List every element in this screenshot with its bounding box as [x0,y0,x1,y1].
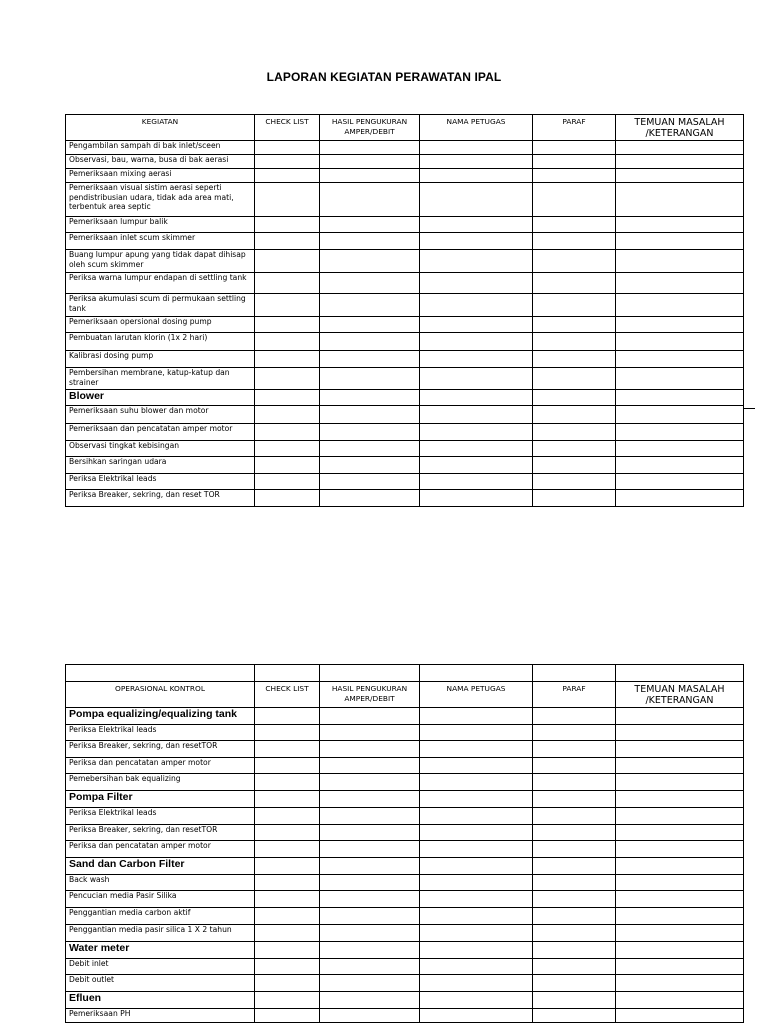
entry-cell[interactable] [533,741,616,758]
entry-cell[interactable] [616,975,744,992]
entry-cell[interactable] [533,791,616,808]
entry-cell[interactable] [420,217,533,233]
table-row [66,808,744,825]
activity-label: Periksa Breaker, sekring, dan resetTOR [66,825,255,841]
entry-cell[interactable] [616,825,744,841]
entry-cell[interactable] [533,333,616,351]
activity-label: Debit outlet [66,975,255,992]
entry-cell[interactable] [255,169,320,183]
entry-cell[interactable] [320,992,420,1009]
entry-cell[interactable] [420,406,533,424]
entry-cell[interactable] [533,774,616,791]
entry-cell[interactable] [616,294,744,317]
entry-cell[interactable] [616,942,744,959]
entry-cell[interactable] [616,959,744,975]
entry-cell[interactable] [616,333,744,351]
table-row [66,250,744,273]
entry-cell[interactable] [616,791,744,808]
entry-cell[interactable] [533,959,616,975]
table-row [66,294,744,317]
entry-cell[interactable] [616,169,744,183]
entry-cell[interactable] [320,774,420,791]
entry-cell[interactable] [533,294,616,317]
activity-label: Pemeriksaan opersional dosing pump [66,317,255,333]
report-title: LAPORAN KEGIATAN PERAWATAN IPAL [266,70,502,84]
table-row [66,758,744,774]
activity-label: Periksa akumulasi scum di permukaan settling tank [66,294,255,317]
entry-cell[interactable] [320,406,420,424]
section-label: Efluen [66,992,255,1009]
entry-cell[interactable] [420,875,533,891]
section-label: Pompa Filter [66,791,255,808]
entry-cell[interactable] [616,457,744,474]
entry-cell[interactable] [255,294,320,317]
entry-cell[interactable] [420,141,533,155]
section-label: Pompa equalizing/equalizing tank [66,708,255,725]
entry-cell[interactable] [533,841,616,858]
entry-cell[interactable] [255,891,320,908]
activity-label: Pembuatan larutan klorin (1x 2 hari) [66,333,255,351]
column-header: HASIL PENGUKURAN AMPER/DEBIT [320,682,420,708]
entry-cell[interactable] [420,294,533,317]
entry-cell[interactable] [533,808,616,825]
entry-cell[interactable] [420,908,533,925]
entry-cell[interactable] [320,155,420,169]
table-row [66,474,744,490]
activity-label: Periksa Elektrikal leads [66,725,255,741]
entry-cell[interactable] [420,351,533,368]
entry-cell[interactable] [320,441,420,457]
entry-cell[interactable] [616,183,744,217]
entry-cell[interactable] [533,1009,616,1023]
entry-cell[interactable] [320,891,420,908]
entry-cell[interactable] [420,942,533,959]
entry-cell[interactable] [533,725,616,741]
entry-cell[interactable] [616,774,744,791]
entry-cell[interactable] [616,858,744,875]
entry-cell[interactable] [533,875,616,891]
entry-cell[interactable] [255,908,320,925]
column-header: TEMUAN MASALAH /KETERANGAN [616,115,744,141]
entry-cell[interactable] [616,474,744,490]
header-row [66,115,744,141]
entry-cell[interactable] [320,474,420,490]
entry-cell[interactable] [533,406,616,424]
activity-label: Periksa Elektrikal leads [66,474,255,490]
entry-cell[interactable] [320,250,420,273]
entry-cell[interactable] [255,858,320,875]
column-header: TEMUAN MASALAH /KETERANGAN [616,682,744,708]
table-row [66,317,744,333]
entry-cell[interactable] [255,741,320,758]
entry-cell[interactable] [616,725,744,741]
activity-label: Observasi tingkat kebisingan [66,441,255,457]
entry-cell[interactable] [616,250,744,273]
activity-label: Pembersihan membrane, katup-katup dan strainer [66,368,255,390]
entry-cell[interactable] [255,183,320,217]
entry-cell[interactable] [420,841,533,858]
entry-cell[interactable] [616,351,744,368]
entry-cell[interactable] [420,741,533,758]
entry-cell[interactable] [420,858,533,875]
activity-label: Pemeriksaan inlet scum skimmer [66,233,255,250]
entry-cell[interactable] [320,875,420,891]
entry-cell[interactable] [420,825,533,841]
entry-cell[interactable] [320,791,420,808]
table-row [66,333,744,351]
entry-cell[interactable] [616,741,744,758]
entry-cell[interactable] [616,758,744,774]
entry-cell[interactable] [255,141,320,155]
table-row [66,424,744,441]
table-row [66,741,744,758]
entry-cell[interactable] [320,141,420,155]
entry-cell[interactable] [255,791,320,808]
activity-label: Penggantian media pasir silica 1 X 2 tahun [66,925,255,942]
entry-cell[interactable] [320,317,420,333]
entry-cell[interactable] [320,908,420,925]
entry-cell[interactable] [320,457,420,474]
table-row [66,490,744,507]
entry-cell[interactable] [420,708,533,725]
entry-cell[interactable] [420,317,533,333]
entry-cell[interactable] [533,975,616,992]
entry-cell[interactable] [255,758,320,774]
entry-cell[interactable] [320,368,420,390]
entry-cell[interactable] [533,925,616,942]
entry-cell[interactable] [320,708,420,725]
entry-cell[interactable] [255,155,320,169]
entry-cell[interactable] [255,490,320,507]
activity-label: Periksa Elektrikal leads [66,808,255,825]
table-row [66,273,744,294]
table-row [66,891,744,908]
entry-cell[interactable] [420,925,533,942]
entry-cell[interactable] [320,758,420,774]
activity-label: Pemeriksaan lumpur balik [66,217,255,233]
entry-cell[interactable] [320,183,420,217]
entry-cell[interactable] [320,825,420,841]
entry-cell[interactable] [420,774,533,791]
entry-cell[interactable] [255,233,320,250]
column-header: OPERASIONAL KONTROL [66,682,255,708]
entry-cell[interactable] [320,858,420,875]
activity-label: Periksa dan pencatatan amper motor [66,841,255,858]
entry-cell[interactable] [420,233,533,250]
entry-cell[interactable] [616,490,744,507]
table-row [66,959,744,975]
activity-label: Pencucian media Pasir Silika [66,891,255,908]
activity-label: Pemeriksaan dan pencatatan amper motor [66,424,255,441]
entry-cell[interactable] [533,457,616,474]
entry-cell[interactable] [255,1009,320,1023]
entry-cell[interactable] [616,441,744,457]
table-row [66,351,744,368]
entry-cell[interactable] [533,424,616,441]
entry-cell[interactable] [255,774,320,791]
entry-cell[interactable] [420,1009,533,1023]
column-header: CHECK LIST [255,115,320,141]
entry-cell[interactable] [533,233,616,250]
entry-cell[interactable] [616,317,744,333]
entry-cell[interactable] [320,975,420,992]
entry-cell[interactable] [255,368,320,390]
activity-label: Debit inlet [66,959,255,975]
column-header: HASIL PENGUKURAN AMPER/DEBIT [320,115,420,141]
entry-cell[interactable] [320,233,420,250]
table-row [66,841,744,858]
entry-cell[interactable] [616,992,744,1009]
column-header: NAMA PETUGAS [420,115,533,141]
entry-cell[interactable] [533,942,616,959]
header-row [66,682,744,708]
entry-cell[interactable] [255,808,320,825]
blank-cell [533,665,616,682]
activity-label: Bersihkan saringan udara [66,457,255,474]
entry-cell[interactable] [320,741,420,758]
margin-line [743,408,755,409]
activity-label: Pemeriksaan visual sistim aerasi seperti pendistribusian udara, tidak ada area mati, terbentuk area septic [66,183,255,217]
entry-cell[interactable] [420,424,533,441]
section-row [66,942,744,959]
entry-cell[interactable] [255,708,320,725]
column-header: PARAF [533,115,616,141]
entry-cell[interactable] [255,875,320,891]
blank-cell [320,665,420,682]
entry-cell[interactable] [255,424,320,441]
table-row [66,1009,744,1023]
entry-cell[interactable] [420,490,533,507]
entry-cell[interactable] [255,457,320,474]
entry-cell[interactable] [616,273,744,294]
entry-cell[interactable] [255,217,320,233]
column-header: NAMA PETUGAS [420,682,533,708]
table-row [66,875,744,891]
entry-cell[interactable] [616,891,744,908]
section-row [66,791,744,808]
entry-cell[interactable] [320,333,420,351]
entry-cell[interactable] [255,317,320,333]
entry-cell[interactable] [616,925,744,942]
entry-cell[interactable] [255,959,320,975]
entry-cell[interactable] [420,390,533,406]
entry-cell[interactable] [533,908,616,925]
entry-cell[interactable] [533,141,616,155]
entry-cell[interactable] [255,273,320,294]
entry-cell[interactable] [320,169,420,183]
entry-cell[interactable] [320,959,420,975]
entry-cell[interactable] [255,975,320,992]
entry-cell[interactable] [255,925,320,942]
activity-label: Observasi, bau, warna, busa di bak aerasi [66,155,255,169]
entry-cell[interactable] [616,1009,744,1023]
entry-cell[interactable] [420,250,533,273]
entry-cell[interactable] [533,317,616,333]
section-row [66,858,744,875]
entry-cell[interactable] [420,368,533,390]
entry-cell[interactable] [320,217,420,233]
entry-cell[interactable] [320,725,420,741]
entry-cell[interactable] [616,841,744,858]
entry-cell[interactable] [616,390,744,406]
entry-cell[interactable] [533,273,616,294]
entry-cell[interactable] [616,368,744,390]
entry-cell[interactable] [255,841,320,858]
entry-cell[interactable] [320,808,420,825]
entry-cell[interactable] [533,474,616,490]
entry-cell[interactable] [420,169,533,183]
activity-label: Periksa warna lumpur endapan di settling tank [66,273,255,294]
table-row [66,975,744,992]
activity-label: Pemeriksaan mixing aerasi [66,169,255,183]
entry-cell[interactable] [255,441,320,457]
table-row [66,825,744,841]
entry-cell[interactable] [533,351,616,368]
entry-cell[interactable] [420,474,533,490]
blank-cell [616,665,744,682]
section-row [66,390,744,406]
activity-label: Periksa Breaker, sekring, dan reset TOR [66,490,255,507]
entry-cell[interactable] [255,250,320,273]
section-label: Water meter [66,942,255,959]
table-row [66,406,744,424]
entry-cell[interactable] [533,183,616,217]
entry-cell[interactable] [533,169,616,183]
entry-cell[interactable] [533,155,616,169]
table-row [66,441,744,457]
table-row [66,457,744,474]
entry-cell[interactable] [255,942,320,959]
entry-cell[interactable] [420,992,533,1009]
entry-cell[interactable] [255,474,320,490]
entry-cell[interactable] [420,959,533,975]
entry-cell[interactable] [320,390,420,406]
table-row [66,217,744,233]
entry-cell[interactable] [255,825,320,841]
section-row [66,992,744,1009]
column-header: PARAF [533,682,616,708]
entry-cell[interactable] [533,992,616,1009]
entry-cell[interactable] [533,891,616,908]
entry-cell[interactable] [320,273,420,294]
entry-cell[interactable] [616,233,744,250]
entry-cell[interactable] [420,273,533,294]
entry-cell[interactable] [616,875,744,891]
entry-cell[interactable] [533,390,616,406]
entry-cell[interactable] [420,441,533,457]
activity-label: Pemeriksaan suhu blower dan motor [66,406,255,424]
blank-cell [255,665,320,682]
entry-cell[interactable] [320,1009,420,1023]
entry-cell[interactable] [420,155,533,169]
table-row [66,725,744,741]
blank-cell [420,665,533,682]
entry-cell[interactable] [616,908,744,925]
operational-control-table [65,664,744,1023]
activity-label: Pengambilan sampah di bak inlet/sceen [66,141,255,155]
activity-label: Back wash [66,875,255,891]
table-row [66,774,744,791]
entry-cell[interactable] [255,725,320,741]
table-row [66,141,744,155]
entry-cell[interactable] [533,490,616,507]
entry-cell[interactable] [420,725,533,741]
entry-cell[interactable] [320,294,420,317]
entry-cell[interactable] [533,758,616,774]
entry-cell[interactable] [420,183,533,217]
entry-cell[interactable] [616,808,744,825]
table-row [66,169,744,183]
column-header: CHECK LIST [255,682,320,708]
entry-cell[interactable] [420,791,533,808]
entry-cell[interactable] [255,333,320,351]
blank-row [66,665,744,682]
entry-cell[interactable] [533,250,616,273]
activity-label: Buang lumpur apung yang tidak dapat dihisap oleh scum skimmer [66,250,255,273]
entry-cell[interactable] [533,858,616,875]
activity-label: Penggantian media carbon aktif [66,908,255,925]
table-row [66,368,744,390]
activity-label: Kalibrasi dosing pump [66,351,255,368]
entry-cell[interactable] [616,406,744,424]
entry-cell[interactable] [533,825,616,841]
section-row [66,708,744,725]
entry-cell[interactable] [320,490,420,507]
maintenance-table [65,114,744,507]
activity-label: Periksa dan pencatatan amper motor [66,758,255,774]
table-row [66,183,744,217]
entry-cell[interactable] [533,708,616,725]
entry-cell[interactable] [420,891,533,908]
entry-cell[interactable] [616,424,744,441]
table-row [66,233,744,250]
entry-cell[interactable] [533,368,616,390]
entry-cell[interactable] [420,457,533,474]
blank-cell [66,665,255,682]
entry-cell[interactable] [320,424,420,441]
table-row [66,155,744,169]
entry-cell[interactable] [420,758,533,774]
entry-cell[interactable] [255,992,320,1009]
entry-cell[interactable] [255,406,320,424]
activity-label: Pemeriksaan PH [66,1009,255,1023]
entry-cell[interactable] [420,333,533,351]
section-label: Sand dan Carbon Filter [66,858,255,875]
entry-cell[interactable] [255,390,320,406]
activity-label: Pemebersihan bak equalizing [66,774,255,791]
entry-cell[interactable] [320,925,420,942]
entry-cell[interactable] [420,808,533,825]
entry-cell[interactable] [255,351,320,368]
entry-cell[interactable] [320,942,420,959]
activity-label: Periksa Breaker, sekring, dan resetTOR [66,741,255,758]
entry-cell[interactable] [616,155,744,169]
entry-cell[interactable] [533,217,616,233]
section-label: Blower [66,390,255,406]
entry-cell[interactable] [616,217,744,233]
column-header: KEGIATAN [66,115,255,141]
entry-cell[interactable] [320,351,420,368]
table-row [66,908,744,925]
entry-cell[interactable] [616,708,744,725]
entry-cell[interactable] [616,141,744,155]
table-row [66,925,744,942]
entry-cell[interactable] [320,841,420,858]
entry-cell[interactable] [420,975,533,992]
entry-cell[interactable] [533,441,616,457]
